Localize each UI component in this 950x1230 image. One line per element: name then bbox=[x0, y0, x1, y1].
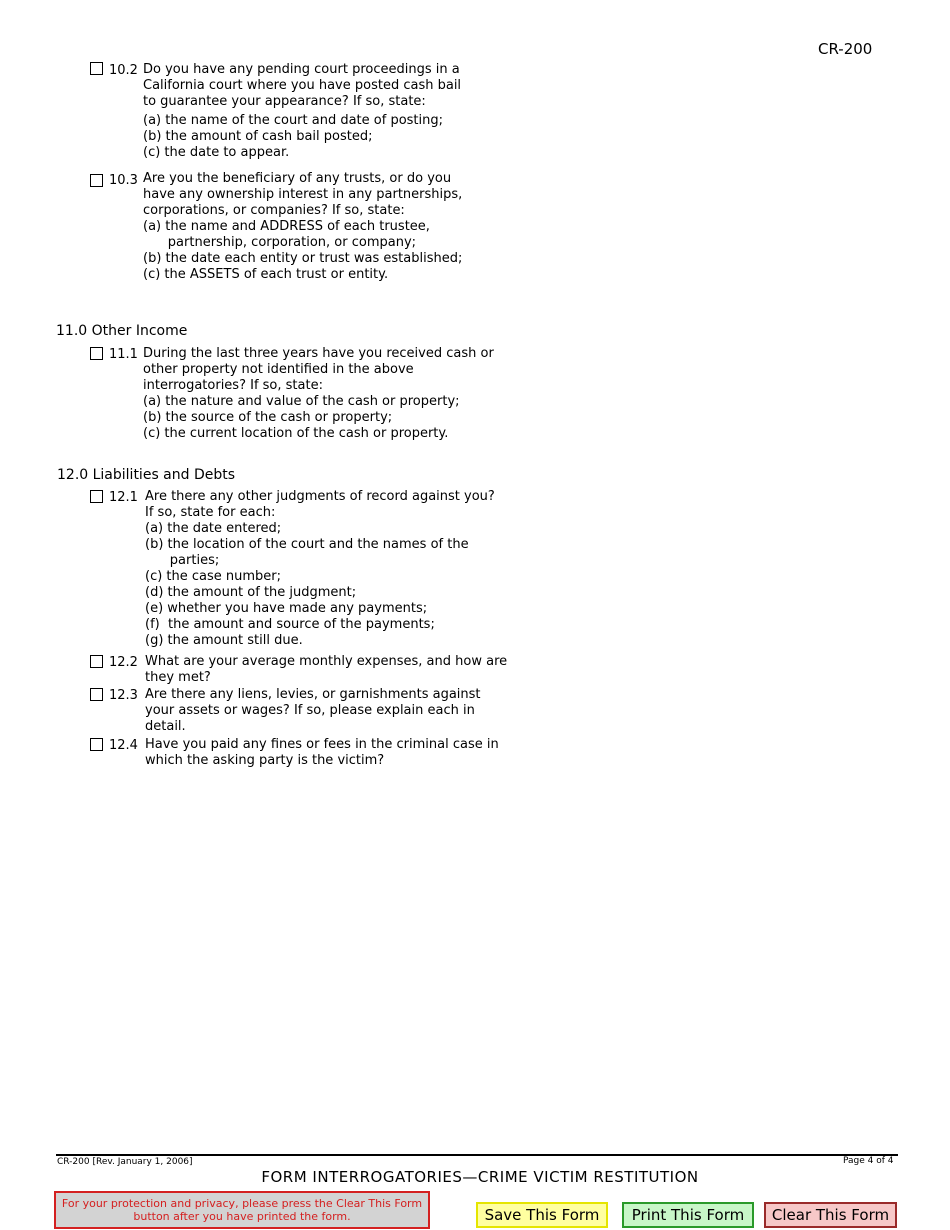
item-text-12-1 bbox=[145, 489, 495, 649]
form-number: CR-200 bbox=[818, 40, 873, 58]
checkbox-12-2[interactable] bbox=[90, 655, 103, 668]
item-line: (a) the nature and value of the cash or property; bbox=[143, 394, 460, 409]
item-line: they met? bbox=[145, 670, 211, 685]
checkbox-10-3[interactable] bbox=[90, 174, 103, 187]
item-line: parties; bbox=[145, 553, 220, 568]
item-line: your assets or wages? If so, please explain each in bbox=[145, 703, 475, 718]
item-line: interrogatories? If so, state: bbox=[143, 378, 323, 393]
item-line: California court where you have posted cash bail bbox=[143, 78, 462, 93]
item-line: (d) the amount of the judgment; bbox=[145, 585, 357, 600]
item-line: Are there any other judgments of record against you? bbox=[145, 489, 495, 504]
checkbox-12-4[interactable] bbox=[90, 738, 103, 751]
item-text-12-4 bbox=[145, 737, 499, 769]
page-number: Page 4 of 4 bbox=[843, 1156, 894, 1166]
item-line: (f) the amount and source of the payments; bbox=[145, 617, 435, 632]
item-line: Have you paid any fines or fees in the criminal case in bbox=[145, 737, 499, 752]
checkbox-10-2[interactable] bbox=[90, 62, 103, 75]
form-title: FORM INTERROGATORIES—CRIME VICTIM RESTITUTION bbox=[261, 1168, 699, 1186]
item-line: (c) the ASSETS of each trust or entity. bbox=[143, 267, 389, 282]
item-line: (a) the date entered; bbox=[145, 521, 282, 536]
item-number-10-2: 10.2 bbox=[109, 63, 138, 78]
item-number-12-3: 12.3 bbox=[109, 688, 138, 703]
section-heading-11: 11.0 Other Income bbox=[56, 323, 188, 339]
privacy-line: button after you have printed the form. bbox=[133, 1210, 351, 1223]
item-line: What are your average monthly expenses, and how are bbox=[145, 654, 508, 669]
item-text-11-1 bbox=[143, 346, 494, 442]
item-line: (b) the amount of cash bail posted; bbox=[143, 129, 373, 144]
item-text-10-3 bbox=[143, 171, 462, 283]
checkbox-11-1[interactable] bbox=[90, 347, 103, 360]
item-number-12-1: 12.1 bbox=[109, 490, 138, 505]
privacy-notice bbox=[54, 1191, 430, 1229]
item-line: Do you have any pending court proceedings in a bbox=[143, 62, 460, 77]
item-text-12-2 bbox=[145, 654, 507, 686]
item-line: (c) the current location of the cash or property. bbox=[143, 426, 449, 441]
item-subtext-10-2 bbox=[143, 113, 443, 161]
print-form-button[interactable]: Print This Form bbox=[622, 1202, 754, 1228]
item-line: (b) the source of the cash or property; bbox=[143, 410, 393, 425]
item-number-12-2: 12.2 bbox=[109, 655, 138, 670]
item-line: (b) the date each entity or trust was established; bbox=[143, 251, 463, 266]
footer-rule bbox=[56, 1154, 898, 1156]
item-line: (e) whether you have made any payments; bbox=[145, 601, 428, 616]
clear-form-button[interactable]: Clear This Form bbox=[764, 1202, 897, 1228]
item-text-12-3 bbox=[145, 687, 481, 735]
item-number-11-1: 11.1 bbox=[109, 347, 138, 362]
form-revision: CR-200 [Rev. January 1, 2006] bbox=[57, 1157, 193, 1167]
item-line: Are you the beneficiary of any trusts, or do you bbox=[143, 171, 452, 186]
section-heading-12: 12.0 Liabilities and Debts bbox=[57, 467, 236, 483]
item-line: During the last three years have you received cash or bbox=[143, 346, 494, 361]
item-line: corporations, or companies? If so, state: bbox=[143, 203, 405, 218]
privacy-line: For your protection and privacy, please press the Clear This Form bbox=[61, 1197, 423, 1210]
item-number-10-3: 10.3 bbox=[109, 173, 138, 188]
item-line: (b) the location of the court and the names of the bbox=[145, 537, 469, 552]
item-line: other property not identified in the above bbox=[143, 362, 414, 377]
checkbox-12-3[interactable] bbox=[90, 688, 103, 701]
item-line: detail. bbox=[145, 719, 186, 734]
item-line: partnership, corporation, or company; bbox=[143, 235, 417, 250]
save-form-button[interactable]: Save This Form bbox=[476, 1202, 608, 1228]
item-line: Are there any liens, levies, or garnishments against bbox=[145, 687, 481, 702]
item-line: to guarantee your appearance? If so, state: bbox=[143, 94, 426, 109]
item-line: (c) the date to appear. bbox=[143, 145, 290, 160]
item-text-10-2 bbox=[143, 62, 461, 110]
item-line: (a) the name of the court and date of posting; bbox=[143, 113, 444, 128]
item-line: (c) the case number; bbox=[145, 569, 282, 584]
item-number-12-4: 12.4 bbox=[109, 738, 138, 753]
checkbox-12-1[interactable] bbox=[90, 490, 103, 503]
item-line: (g) the amount still due. bbox=[145, 633, 303, 648]
item-line: which the asking party is the victim? bbox=[145, 753, 385, 768]
item-line: have any ownership interest in any partnerships, bbox=[143, 187, 463, 202]
item-line: (a) the name and ADDRESS of each trustee, bbox=[143, 219, 430, 234]
item-line: If so, state for each: bbox=[145, 505, 276, 520]
